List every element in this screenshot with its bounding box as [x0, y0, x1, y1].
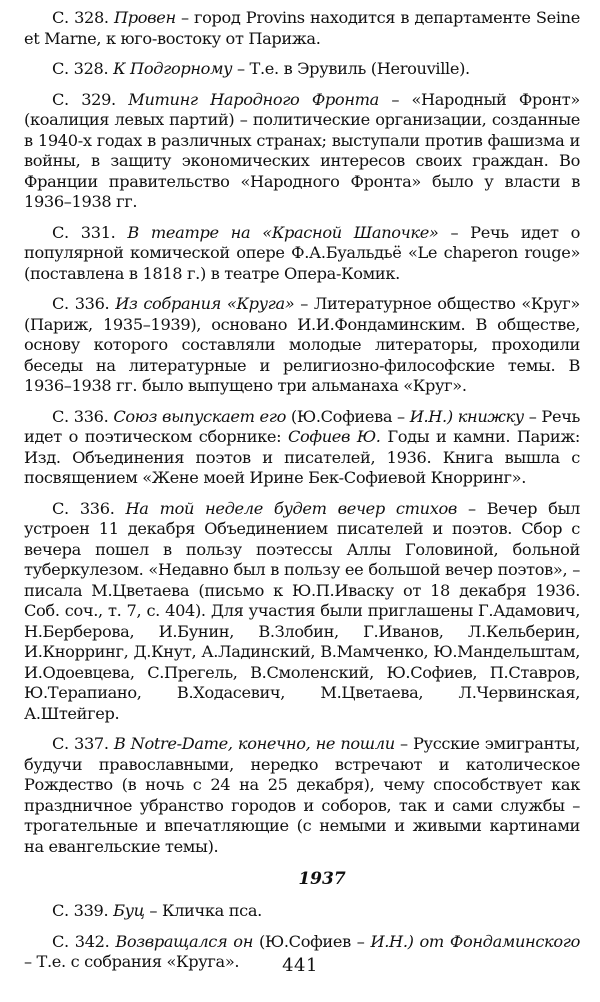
note-popular-front	[24, 90, 580, 213]
note-text: – «Народный Фронт» (коалиция левых партий) – политические организации, созданные в 1940-х годах в различных странах; выступали против фашизма и войны, в защиту экономических интересов своих граждан. Во Франции правительство «Народного Фронта» было у власти в 1936–1938 гг.	[24, 89, 580, 211]
note-lemma: Союз выпускает его	[113, 406, 286, 426]
page-number: 441	[282, 955, 318, 976]
note-reference: С. 331.	[52, 222, 128, 242]
note-union-book	[24, 407, 580, 489]
note-text: – Русские эмигранты, будучи православными, нередко встречают и католическое Рождество (в ночь с 24 на 25 декабря), чему способствует как праздничное убранство городов и соборов, так и сами службы – трогательные и впечатляющие (с немыми и живыми картинами на евангельские темы).	[24, 734, 580, 856]
note-buts	[24, 901, 580, 922]
note-lemma-continued: И.Н.) от Фондаминского	[370, 931, 580, 951]
note-text: – Речь идет о популярной комической опере Ф.А.Буальдьё «Le chaperon rouge» (поставлена в 1818 г.) в театре Опера-Комик.	[24, 222, 580, 283]
note-text-continued: Годы и камни. Париж: Изд. Объединения поэтов и писателей, 1936. Книга вышла с посвящением «Жене моей Ирине Бек-Софиевой Кнорринг».	[24, 427, 581, 487]
note-reference: С. 328.	[52, 59, 114, 78]
note-text: – Вечер был устроен 11 декабря Объединением писателей и поэтов. Сбор с вечера пошел в пользу поэтессы Аллы Головиной, больной туберкулезом. «Недавно был в пользу ее большой вечер поэтов», – писала М.Цветаева (письмо к Ю.П.Иваску от 18 декабря 1936. Соб. соч., т. 7, с. 404). Для участия были приглашены Г.Адамович, Н.Берберова, И.Бунин, В.Злобин, Г.Иванов, Л.Кельберин, И.Кнорринг, Д.Кнут, А.Ладинский, В.Мамченко, Ю.Мандельштам, И.Одоевцева, С.Прегель, В.Смоленский, Ю.Софиев, П.Ставров, Ю.Терапиано, В.Ходасевич, М.Цветаева, Л.Червинская, А.Штейгер.	[24, 498, 580, 723]
note-lemma: На той неделе будет вечер стихов	[125, 498, 457, 518]
note-lemma: Провен	[113, 8, 176, 27]
note-lemma-continued: И.Н.) книжку	[409, 406, 524, 426]
note-text: – Т.е. в Эрувиль (Herouville).	[232, 59, 470, 78]
note-lemma: Митинг Народного Фронта	[128, 89, 379, 109]
note-author-name: Софиев Ю.	[287, 427, 381, 446]
note-text-middle: (Ю.Софиев –	[253, 931, 371, 951]
note-text: – Речь идет о поэтическом сборнике:	[24, 406, 581, 446]
note-krug-meeting	[24, 294, 580, 397]
note-reference: С. 342.	[52, 931, 116, 951]
note-text: – Кличка пса.	[144, 901, 262, 920]
note-lemma: В Notre-Dame, конечно, не пошли	[113, 734, 395, 753]
year-heading: 1937	[298, 869, 346, 889]
note-red-riding-hood	[24, 223, 580, 285]
note-reference: С. 336.	[52, 406, 114, 426]
note-lemma: В театре на «Красной Шапочке»	[127, 222, 439, 242]
note-lemma: Возвращался он	[115, 931, 254, 951]
note-text: – Литературное общество «Круг» (Париж, 1935–1939), основано И.И.Фондаминским. В обществе, основу которого составляли молодые литераторы, проходили беседы на литературные и религиозно-философские темы. В 1936–1938 гг. было выпущено три альманаха «Круг».	[24, 294, 580, 395]
note-text-middle: (Ю.Софиева –	[286, 406, 410, 426]
note-reference: С. 329.	[52, 89, 129, 109]
note-reference: С. 339.	[52, 901, 114, 920]
note-text: – Т.е. с собрания «Круга».	[24, 952, 240, 971]
note-lemma: Из собрания «Круга»	[115, 294, 295, 313]
note-reference: С. 336.	[52, 498, 126, 518]
note-reference: С. 328.	[52, 8, 114, 27]
note-notre-dame	[24, 734, 580, 857]
note-text: – город Provins находится в департаменте Seine et Marne, к юго-востоку от Парижа.	[24, 8, 580, 48]
note-provins	[24, 8, 580, 49]
note-podgorny	[24, 59, 580, 80]
note-reference: С. 336.	[52, 294, 116, 313]
note-reference: С. 337.	[52, 734, 114, 753]
note-poetry-evening	[24, 499, 580, 725]
note-lemma: К Подгорному	[113, 59, 233, 78]
note-lemma: Буц	[113, 901, 145, 920]
